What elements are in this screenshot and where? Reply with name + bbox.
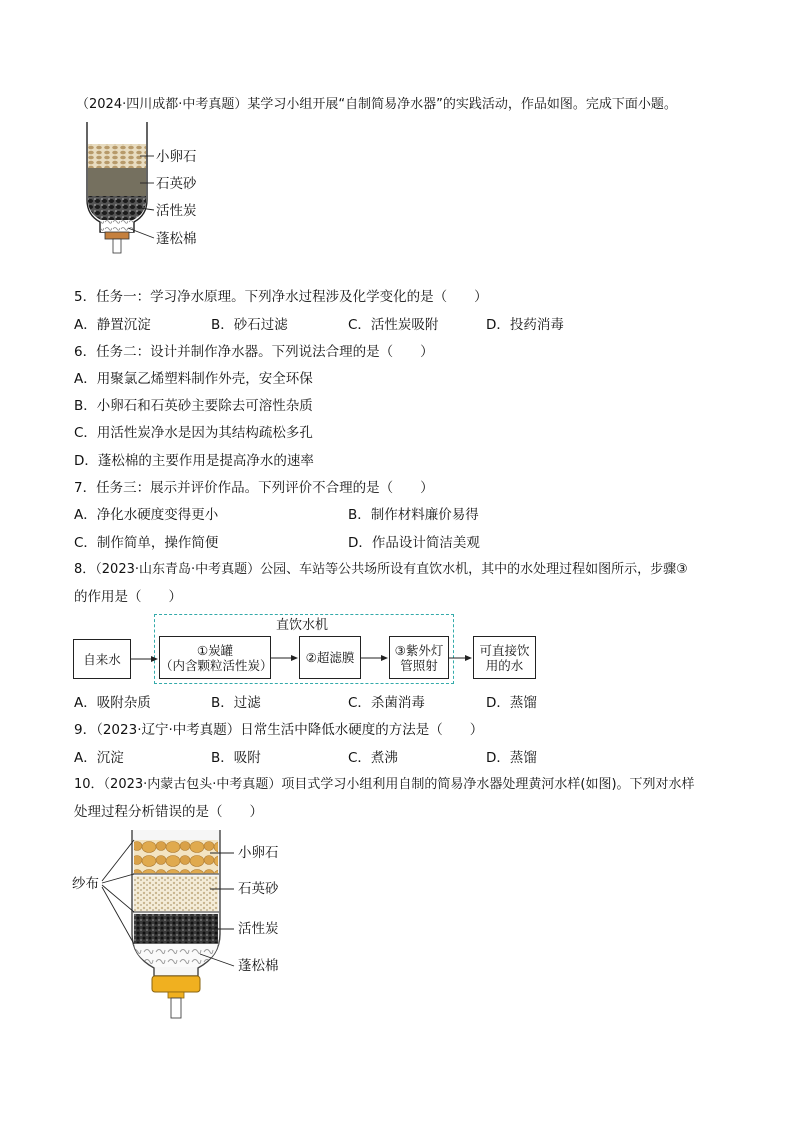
q5-option-b: B．砂石过滤 [211, 317, 288, 333]
q7-option-c: C．制作简单，操作简便 [74, 535, 219, 551]
q8-step-3-line-2: 管照射 [400, 657, 438, 673]
q7-option-b: B．制作材料廉价易得 [348, 507, 479, 523]
q9-option-c: C．煮沸 [348, 750, 398, 766]
q8-option-b: B．过滤 [211, 695, 261, 711]
q8-option-d: D．蒸馏 [486, 695, 537, 711]
q5-option-d: D．投药消毒 [486, 317, 564, 333]
q6-option-b: B．小卵石和石英砂主要除去可溶性杂质 [74, 398, 313, 414]
q5-stem: 5．任务一：学习净水原理。下列净水过程涉及化学变化的是（ ） [74, 289, 488, 305]
figure-2-label-cotton: 蓬松棉 [238, 958, 279, 974]
q8-output-line-2: 用的水 [485, 657, 524, 673]
q8-stem-line-1: 8．（2023·山东青岛·中考真题）公园、车站等公共场所设有直饮水机，其中的水处理过程如图所示，步骤③ [74, 562, 688, 577]
q8-output-box [473, 636, 536, 679]
q8-source-box [73, 639, 131, 679]
figure-2-label-quartz-sand: 石英砂 [238, 881, 279, 897]
figure-2-label-gauze: 纱布 [72, 876, 99, 892]
q8-output-line-1: 可直接饮 [479, 642, 530, 658]
q6-stem: 6．任务二：设计并制作净水器。下列说法合理的是（ ） [74, 344, 434, 360]
q9-option-d: D．蒸馏 [486, 750, 537, 766]
intro-text: （2024·四川成都·中考真题）某学习小组开展“自制简易净水器”的实践活动，作品如图。完成下面小题。 [76, 97, 677, 112]
q8-option-c: C．杀菌消毒 [348, 695, 425, 711]
q8-source-label: 自来水 [83, 651, 121, 667]
q9-option-b: B．吸附 [211, 750, 261, 766]
q10-stem-line-2: 处理过程分析错误的是（ ） [74, 804, 263, 820]
figure-1-label-activated-carbon: 活性炭 [156, 203, 197, 219]
q5-option-c: C．活性炭吸附 [348, 317, 439, 333]
figure-1-label-pebbles: 小卵石 [156, 149, 197, 165]
q9-stem: 9．（2023·辽宁·中考真题）日常生活中降低水硬度的方法是（ ） [74, 722, 484, 738]
figure-2-label-pebbles: 小卵石 [238, 845, 279, 861]
figure-1-label-cotton: 蓬松棉 [156, 231, 197, 247]
q6-option-d: D．蓬松棉的主要作用是提高净水的速率 [74, 453, 314, 469]
q6-option-a: A．用聚氯乙烯塑料制作外壳，安全环保 [74, 371, 313, 387]
q7-stem: 7．任务三：展示并评价作品。下列评价不合理的是（ ） [74, 480, 434, 496]
q8-step-2-box [299, 636, 361, 679]
q8-step-1-box [159, 636, 271, 679]
q8-step-3-box [389, 636, 449, 679]
q7-option-a: A．净化水硬度变得更小 [74, 507, 219, 523]
q6-option-c: C．用活性炭净水是因为其结构疏松多孔 [74, 425, 313, 441]
q8-step-1-line-1: ①炭罐 [196, 642, 234, 658]
q5-option-a: A．静置沉淀 [74, 317, 151, 333]
q8-step-1-line-2: （内含颗粒活性炭） [160, 657, 273, 673]
figure-1-label-quartz-sand: 石英砂 [156, 176, 197, 192]
figure-2-label-activated-carbon: 活性炭 [238, 921, 279, 937]
q8-machine-title: 直饮水机 [276, 618, 329, 633]
q7-option-d: D．作品设计简洁美观 [348, 535, 480, 551]
q8-stem-line-2: 的作用是（ ） [74, 589, 182, 605]
q10-stem-line-1: 10．（2023·内蒙古包头·中考真题）项目式学习小组利用自制的简易净水器处理黄河水样(如图)。下列对水样 [74, 777, 695, 792]
q8-option-a: A．吸附杂质 [74, 695, 151, 711]
q8-step-3-line-1: ③紫外灯 [394, 642, 444, 658]
q9-option-a: A．沉淀 [74, 750, 124, 766]
q8-step-2-label: ②超滤膜 [305, 650, 355, 665]
